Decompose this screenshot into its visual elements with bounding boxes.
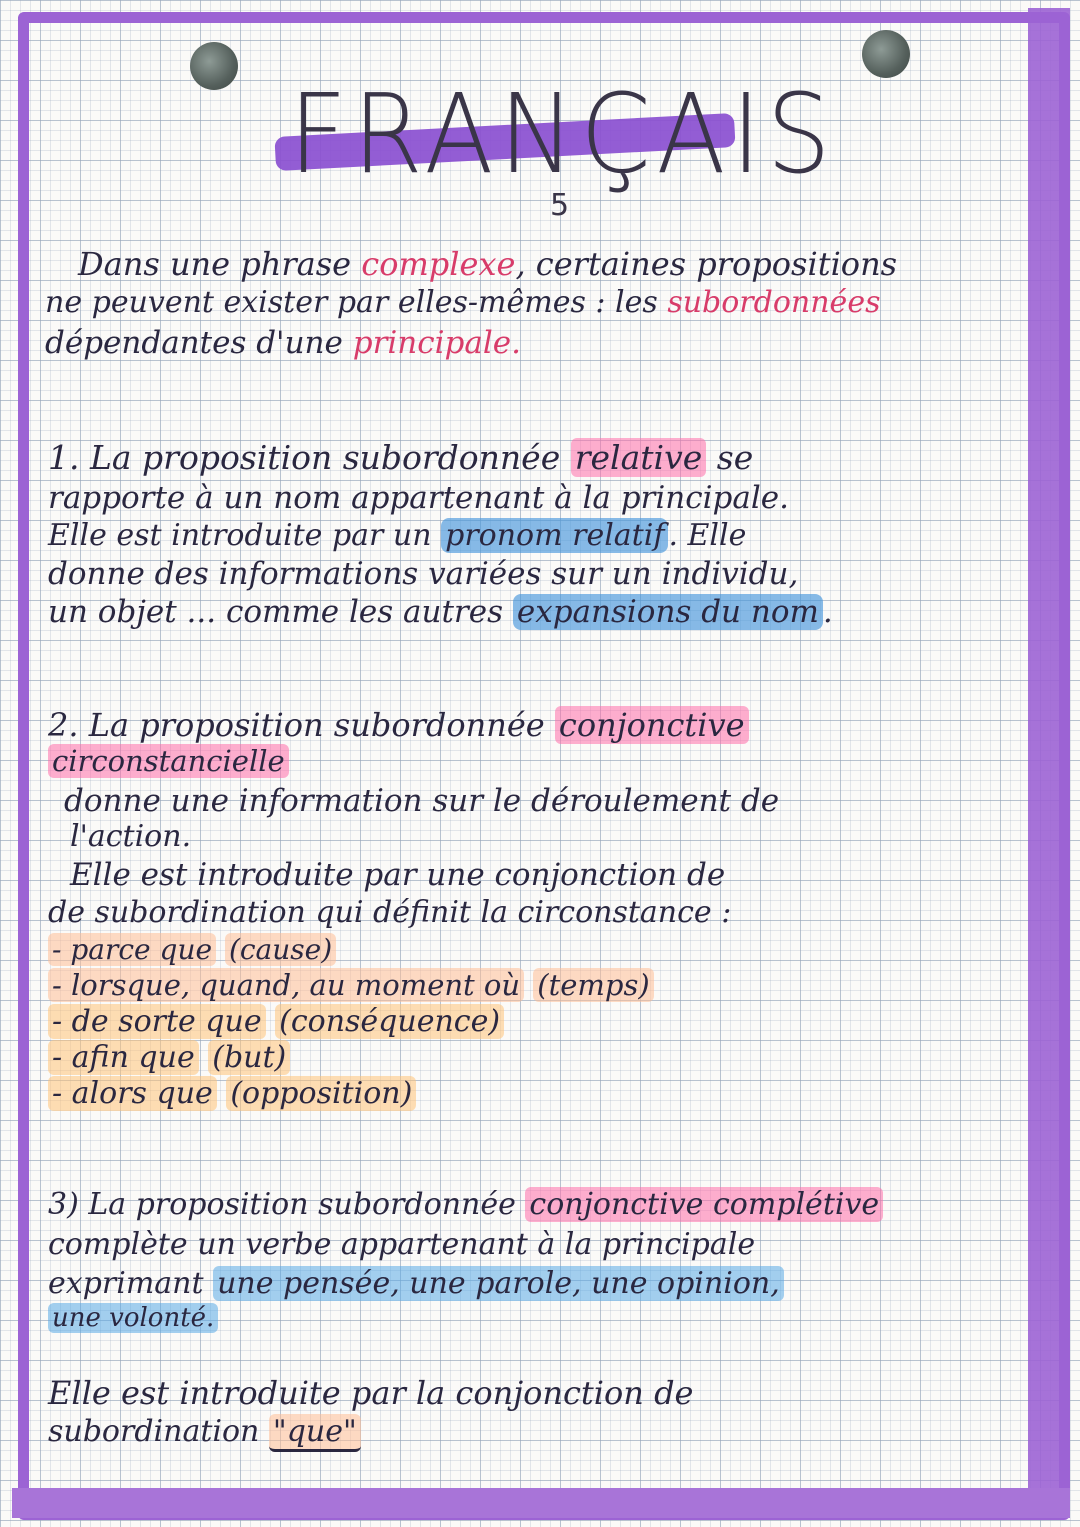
section2-line-4: l'action.	[70, 819, 192, 854]
term-conjonctive: conjonctive	[555, 706, 749, 744]
list-item-temps: - lorsque, quand, au moment où (temps)	[48, 968, 654, 1002]
list-item-but: - afin que (but)	[48, 1040, 290, 1075]
section1-line-1: 1. La proposition subordonnée relative se	[48, 438, 754, 477]
term-conjonctive-completive: conjonctive complétive	[525, 1187, 883, 1222]
section3-line-3: exprimant une pensée, une parole, une opinion,	[48, 1266, 784, 1301]
section3-line-4	[48, 1303, 218, 1333]
section3-line-6: subordination "que"	[48, 1414, 361, 1449]
term-pensee-parole-opinion: une pensée, une parole, une opinion,	[213, 1266, 784, 1301]
page-title: FRANÇAIS	[288, 70, 837, 198]
section3-line-2: complète un verbe appartenant à la principale	[48, 1227, 756, 1262]
section1-line-4: donne des informations variées sur un individu,	[48, 556, 799, 592]
page-number: 5	[550, 188, 570, 223]
section1-line-3: Elle est introduite par un pronom relatif . Elle	[48, 518, 747, 553]
section2-line-1: 2. La proposition subordonnée conjonctive	[48, 706, 749, 744]
list-item-cause: - parce que (cause)	[48, 933, 336, 966]
term-pronom-relatif: pronom relatif	[441, 518, 668, 553]
section1-line-2: rapporte à un nom appartenant à la principale.	[48, 480, 789, 516]
term-expansions-du-nom: expansions du nom	[513, 594, 823, 630]
page-border-bottom	[12, 1488, 1070, 1518]
intro-line-3: dépendantes d'une principale.	[45, 325, 521, 361]
term-circonstancielle: circonstancielle	[48, 744, 289, 778]
punch-hole-right	[862, 30, 910, 78]
section3-line-1: 3) La proposition subordonnée conjonctive complétive	[48, 1187, 883, 1222]
section3-line-5: Elle est introduite par la conjonction de	[48, 1374, 694, 1412]
list-item-opposition: - alors que (opposition)	[48, 1076, 416, 1111]
section2-line-3: donne une information sur le déroulement de	[64, 783, 780, 819]
page-border-right	[1028, 8, 1070, 1508]
term-que: "que"	[269, 1414, 361, 1452]
term-volonte: une volonté.	[48, 1303, 218, 1333]
intro-line-2: ne peuvent exister par elles-mêmes : les subordonnées	[45, 285, 881, 320]
section2-line-2	[48, 744, 289, 778]
section1-line-5: un objet ... comme les autres expansions du nom .	[48, 594, 833, 630]
intro-line-1: Dans une phrase complexe, certaines propositions	[78, 245, 898, 283]
section2-line-6: de subordination qui définit la circonstance :	[48, 895, 732, 930]
term-relative: relative	[571, 438, 707, 477]
list-item-consequence: - de sorte que (conséquence)	[48, 1004, 504, 1039]
section2-line-5: Elle est introduite par une conjonction de	[70, 857, 726, 893]
punch-hole-left	[190, 42, 238, 90]
